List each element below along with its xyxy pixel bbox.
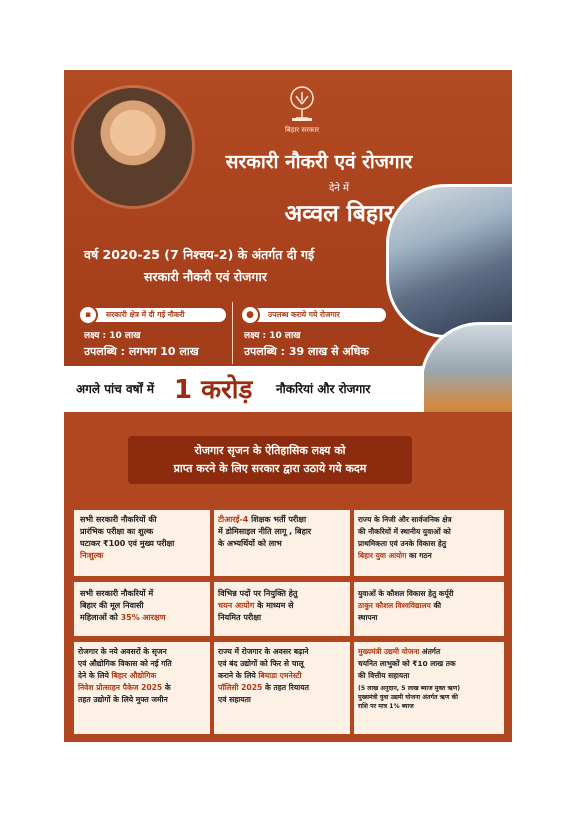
- title-line-3: अव्वल बिहार: [284, 201, 394, 227]
- step-youth-commission-text: [358, 514, 504, 562]
- step-amnesty-line: कराने के लिये: [218, 671, 256, 680]
- step-entrepreneur-details: [358, 684, 504, 711]
- step-domicile-line: के अभ्यर्थियों को लाभ: [218, 539, 282, 548]
- ceremony-photo: [386, 184, 512, 338]
- step-domicile-text: [218, 514, 348, 550]
- step-skill-line: की: [433, 601, 442, 610]
- step-entrepreneur-note: (5 लाख अनुदान, 5 लाख ब्याज मुक्त ऋण): [358, 685, 461, 692]
- step-amnesty-line: एवं सहायता: [218, 695, 251, 704]
- banner-right-text: नौकरियां और रोजगार: [276, 382, 371, 396]
- stat-achieved-employment: उपलब्धि : 39 लाख से अधिक: [244, 345, 369, 358]
- chief-minister-portrait: [74, 88, 192, 206]
- step-amnesty-line: के तहत रियायत: [264, 683, 309, 692]
- step-fee-line: प्रारंभिक परीक्षा का शुल्क: [80, 527, 154, 536]
- step-skill-line: युवाओं के कौशल विकास हेतु कर्पूरी: [358, 589, 454, 598]
- step-women-line: बिहार की मूल निवासी: [80, 601, 144, 610]
- step-investment-highlight: बिहार औद्योगिक: [111, 671, 157, 680]
- stat-target-govt-jobs: लक्ष्य : 10 लाख: [84, 331, 141, 341]
- step-youth-line: राज्य के निजी और सार्वजनिक क्षेत्र: [358, 515, 452, 524]
- step-investment-line: तहत उद्योगों के लिये मुफ्त जमीन: [78, 695, 168, 704]
- subtitle-line-2: सरकारी नौकरी एवं रोजगार: [144, 269, 267, 284]
- step-fee-line: सभी सरकारी नौकरियों की: [80, 515, 157, 524]
- step-youth-highlight: बिहार युवा आयोग: [358, 551, 407, 560]
- poster: [64, 70, 512, 742]
- worker-icon: ●: [240, 305, 260, 325]
- step-amnesty-highlight: पॉलिसी 2025: [218, 683, 263, 692]
- headline-line-1: रोजगार सृजन के ऐतिहासिक लक्ष्य को: [194, 444, 346, 457]
- step-youth-line: की नौकरियों में स्थानीय युवाओं को: [358, 527, 451, 536]
- stat-tag-govt-jobs: सरकारी क्षेत्र में दी गई नौकरी: [80, 308, 226, 322]
- stats-divider: [232, 302, 233, 364]
- step-fee-highlight: निःशुल्क: [80, 551, 104, 560]
- step-entrepreneur-note: मुख्यमंत्री युवा उद्यमी योजना अंतर्गत ऋण की: [358, 694, 458, 701]
- steps-headline: [128, 442, 412, 478]
- step-skill-highlight: ठाकुर कौशल विश्वविद्यालय: [358, 601, 431, 610]
- stat-target-employment: लक्ष्य : 10 लाख: [244, 331, 301, 341]
- step-fee-line: घटाकर ₹100 एवं मुख्य परीक्षा: [80, 539, 175, 548]
- step-investment-line: रोजगार के नये अवसरों के सृजन: [78, 647, 167, 656]
- step-investment-line: एवं औद्योगिक विकास को नई गति: [78, 659, 172, 668]
- step-fee-text: [80, 514, 208, 562]
- banner-highlight: 1 करोड़: [174, 375, 253, 405]
- step-selection-line: नियमित परीक्षा: [218, 613, 262, 622]
- stat-tag-employment: उपलब्ध कराये गये रोजगार: [242, 308, 386, 322]
- step-entrepreneur-note: राशि पर मात्र 1% ब्याज: [358, 703, 414, 710]
- step-selection-line: के माध्यम से: [257, 601, 294, 610]
- step-selection-text: [218, 588, 348, 624]
- step-women-line: सभी सरकारी नौकरियों में: [80, 589, 154, 598]
- step-investment-line: देने के लिये: [78, 671, 109, 680]
- step-domicile-line: शिक्षक भर्ती परीक्षा: [251, 515, 307, 524]
- subtitle-line-1: वर्ष 2020-25 (7 निश्चय-2) के अंतर्गत दी गई: [84, 247, 315, 262]
- step-amnesty-line: राज्य में रोजगार के अवसर बढ़ाने: [218, 647, 309, 656]
- step-entrepreneur-line: अंतर्गत: [421, 647, 441, 656]
- step-skill-line: स्थापना: [358, 613, 378, 622]
- step-entrepreneur-line: की वित्तीय सहायता: [358, 671, 410, 680]
- bodhi-tree-emblem-icon: [284, 84, 320, 124]
- step-women-line: महिलाओं को: [80, 613, 118, 622]
- emblem-label: बिहार सरकार: [284, 126, 320, 134]
- step-youth-line: का गठन: [408, 551, 432, 560]
- step-investment-line: के: [164, 683, 171, 692]
- headline-line-2: प्राप्त करने के लिए सरकार द्वारा उठाये गये कदम: [173, 462, 367, 475]
- step-entrepreneur-highlight: मुख्यमंत्री उद्यमी योजना: [358, 647, 420, 656]
- title-line-1: सरकारी नौकरी एवं रोजगार: [225, 151, 413, 173]
- title-line-2: देने में: [328, 183, 350, 194]
- step-domicile-line: में डोमिसाइल नीति लागू , बिहार: [218, 527, 312, 536]
- step-domicile-highlight: टीआरई-4: [218, 515, 249, 524]
- step-youth-line: प्राथमिकता एवं उनके विकास हेतु: [358, 539, 447, 548]
- step-investment-text: [78, 646, 210, 706]
- step-entrepreneur-text: [358, 646, 504, 682]
- briefcase-icon: ▪: [78, 305, 98, 325]
- step-skill-text: [358, 588, 504, 624]
- step-amnesty-highlight: बियाडा एमनेस्टी: [258, 671, 302, 680]
- step-selection-highlight: चयन आयोग: [218, 601, 255, 610]
- step-investment-highlight: निवेश प्रोत्साहन पैकेज 2025: [78, 683, 163, 692]
- step-women-text: [80, 588, 208, 624]
- step-amnesty-text: [218, 646, 350, 706]
- step-entrepreneur-line: चयनित लाभुकों को ₹10 लाख तक: [358, 659, 456, 668]
- stat-achieved-govt-jobs: उपलब्धि : लगभग 10 लाख: [84, 345, 199, 358]
- banner-left-text: अगले पांच वर्षों में: [76, 382, 155, 396]
- step-selection-line: विभिन्न पदों पर नियुक्ति हेतु: [218, 589, 298, 598]
- step-amnesty-line: एवं बंद उद्योगों को फिर से चालू: [218, 659, 304, 668]
- step-women-highlight: 35% आरक्षण: [120, 613, 166, 622]
